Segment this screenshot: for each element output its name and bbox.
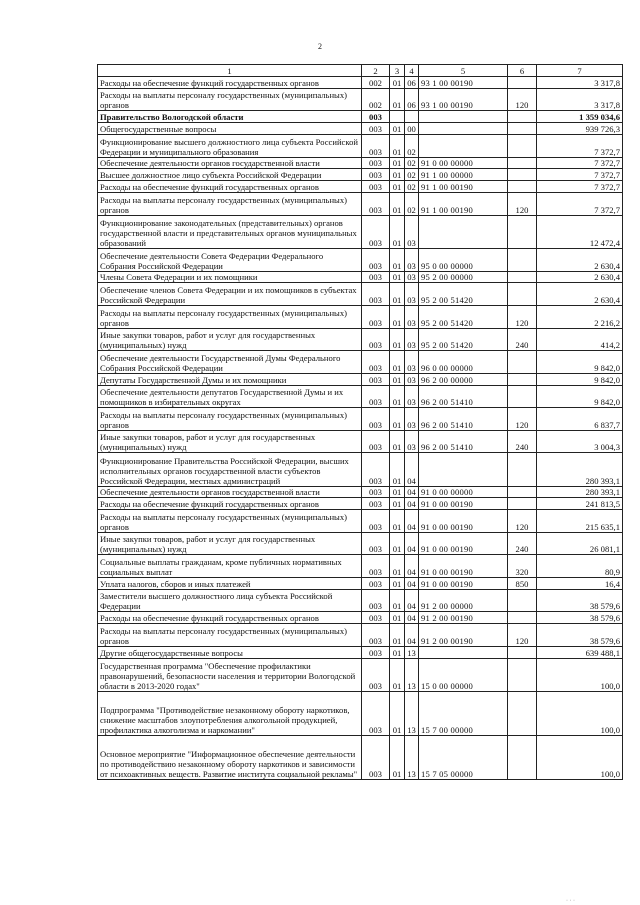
cell-ministry-code: 003 [362, 408, 390, 431]
cell-target-article: 95 2 00 00000 [419, 271, 508, 283]
cell-name: Другие общегосударственные вопросы [98, 646, 362, 658]
cell-name: Члены Совета Федерации и их помощники [98, 271, 362, 283]
cell-subsection: 04 [405, 612, 419, 624]
cell-target-article [419, 123, 508, 135]
table-row [98, 111, 623, 123]
cell-expense-type: 120 [508, 88, 537, 111]
cell-name: Иные закупки товаров, работ и услуг для государственных (муниципальных) нужд [98, 430, 362, 453]
cell-section: 01 [390, 612, 405, 624]
cell-target-article [419, 646, 508, 658]
cell-subsection: 04 [405, 498, 419, 510]
cell-section: 01 [390, 624, 405, 647]
cell-expense-type: 240 [508, 532, 537, 555]
cell-expense-type [508, 271, 537, 283]
table-row [98, 305, 623, 328]
cell-name: Обеспечение деятельности Государственной Думы Федерального Собрания Российской Федерации [98, 351, 362, 374]
table-header-row [98, 65, 623, 77]
cell-amount: 80,9 [537, 555, 623, 578]
table-row [98, 385, 623, 408]
cell-target-article: 15 0 00 00000 [419, 658, 508, 691]
cell-section: 01 [390, 283, 405, 306]
cell-subsection: 04 [405, 486, 419, 498]
cell-name: Расходы на выплаты персоналу государственных (муниципальных) органов [98, 510, 362, 533]
cell-target-article: 95 2 00 51420 [419, 283, 508, 306]
cell-expense-type: 320 [508, 555, 537, 578]
cell-ministry-code: 003 [362, 510, 390, 533]
table-row [98, 157, 623, 169]
cell-name: Расходы на выплаты персоналу государственных (муниципальных) органов [98, 624, 362, 647]
cell-amount: 1 359 034,6 [537, 111, 623, 123]
cell-amount: 16,4 [537, 578, 623, 590]
table-row [98, 88, 623, 111]
cell-ministry-code: 003 [362, 646, 390, 658]
table-row [98, 510, 623, 533]
cell-target-article: 96 2 00 51410 [419, 385, 508, 408]
cell-amount: 241 813,5 [537, 498, 623, 510]
cell-section: 01 [390, 532, 405, 555]
cell-subsection: 03 [405, 373, 419, 385]
header-col-1: 1 [98, 65, 362, 77]
table-row [98, 498, 623, 510]
cell-expense-type: 120 [508, 192, 537, 215]
cell-expense-type [508, 692, 537, 736]
cell-amount: 280 393,1 [537, 486, 623, 498]
cell-amount: 38 579,6 [537, 589, 623, 612]
table-row [98, 408, 623, 431]
table-row [98, 328, 623, 351]
header-col-2: 2 [362, 65, 390, 77]
table-row [98, 658, 623, 691]
table-row [98, 612, 623, 624]
cell-target-article: 93 1 00 00190 [419, 88, 508, 111]
cell-ministry-code: 003 [362, 658, 390, 691]
cell-expense-type [508, 373, 537, 385]
cell-section: 01 [390, 328, 405, 351]
cell-ministry-code: 003 [362, 192, 390, 215]
cell-subsection: 03 [405, 283, 419, 306]
cell-name: Депутаты Государственной Думы и их помощники [98, 373, 362, 385]
cell-target-article: 91 0 00 00190 [419, 532, 508, 555]
header-col-4: 4 [405, 65, 419, 77]
cell-amount: 2 630,4 [537, 248, 623, 271]
cell-subsection: 03 [405, 215, 419, 248]
table-row [98, 453, 623, 486]
cell-section: 01 [390, 736, 405, 780]
cell-subsection: 03 [405, 351, 419, 374]
cell-name: Высшее должностное лицо субъекта Российской Федерации [98, 169, 362, 181]
table-row [98, 77, 623, 89]
cell-section: 01 [390, 408, 405, 431]
cell-target-article: 95 2 00 51420 [419, 328, 508, 351]
cell-expense-type: 120 [508, 624, 537, 647]
cell-expense-type [508, 157, 537, 169]
cell-amount: 2 630,4 [537, 271, 623, 283]
cell-subsection: 04 [405, 453, 419, 486]
cell-section: 01 [390, 88, 405, 111]
cell-name: Функционирование Правительства Российской Федерации, высших исполнительных органов государственной власти субъектов Российской Федерации, местных администраций [98, 453, 362, 486]
cell-target-article: 91 1 00 00190 [419, 192, 508, 215]
cell-target-article: 91 0 00 00190 [419, 578, 508, 590]
cell-expense-type [508, 385, 537, 408]
cell-amount: 9 842,0 [537, 373, 623, 385]
cell-amount: 9 842,0 [537, 351, 623, 374]
cell-amount: 215 635,1 [537, 510, 623, 533]
cell-target-article [419, 453, 508, 486]
cell-target-article: 96 0 00 00000 [419, 351, 508, 374]
cell-section: 01 [390, 181, 405, 193]
cell-section: 01 [390, 589, 405, 612]
cell-subsection: 13 [405, 646, 419, 658]
cell-expense-type [508, 646, 537, 658]
table-row [98, 181, 623, 193]
cell-name: Подпрограмма "Противодействие незаконному обороту наркотиков, снижение масштабов злоупотребления алкогольной продукцией, профилактика алкоголизма и наркомании" [98, 692, 362, 736]
cell-ministry-code: 003 [362, 328, 390, 351]
cell-subsection: 13 [405, 692, 419, 736]
cell-expense-type [508, 123, 537, 135]
cell-section: 01 [390, 157, 405, 169]
table-row [98, 589, 623, 612]
cell-expense-type: 120 [508, 408, 537, 431]
cell-amount: 38 579,6 [537, 624, 623, 647]
cell-target-article: 91 2 00 00000 [419, 589, 508, 612]
table-row [98, 271, 623, 283]
table-row [98, 736, 623, 780]
cell-target-article: 93 1 00 00190 [419, 77, 508, 89]
cell-section [390, 111, 405, 123]
cell-ministry-code: 003 [362, 498, 390, 510]
cell-name: Расходы на обеспечение функций государственных органов [98, 498, 362, 510]
cell-target-article: 91 1 00 00000 [419, 169, 508, 181]
cell-target-article: 15 7 00 00000 [419, 692, 508, 736]
cell-target-article: 95 2 00 51420 [419, 305, 508, 328]
table-row [98, 486, 623, 498]
cell-ministry-code: 003 [362, 692, 390, 736]
header-col-5: 5 [419, 65, 508, 77]
cell-subsection: 06 [405, 77, 419, 89]
cell-ministry-code: 003 [362, 624, 390, 647]
table-row [98, 283, 623, 306]
cell-name: Иные закупки товаров, работ и услуг для государственных (муниципальных) нужд [98, 328, 362, 351]
cell-name: Функционирование высшего должностного лица субъекта Российской Федерации и муниципального образования [98, 134, 362, 157]
cell-name: Расходы на выплаты персоналу государственных (муниципальных) органов [98, 305, 362, 328]
cell-ministry-code: 002 [362, 88, 390, 111]
table-row [98, 169, 623, 181]
cell-ministry-code: 003 [362, 453, 390, 486]
cell-name: Иные закупки товаров, работ и услуг для государственных (муниципальных) нужд [98, 532, 362, 555]
cell-name: Расходы на обеспечение функций государственных органов [98, 181, 362, 193]
cell-amount: 3 004,3 [537, 430, 623, 453]
cell-ministry-code: 002 [362, 77, 390, 89]
cell-expense-type: 240 [508, 328, 537, 351]
cell-subsection: 04 [405, 578, 419, 590]
cell-ministry-code: 003 [362, 157, 390, 169]
cell-expense-type [508, 134, 537, 157]
cell-target-article: 91 0 00 00000 [419, 157, 508, 169]
page-number: 2 [318, 42, 322, 51]
cell-target-article: 91 0 00 00190 [419, 510, 508, 533]
cell-expense-type [508, 181, 537, 193]
cell-section: 01 [390, 486, 405, 498]
cell-ministry-code: 003 [362, 123, 390, 135]
cell-name: Расходы на обеспечение функций государственных органов [98, 77, 362, 89]
cell-section: 01 [390, 498, 405, 510]
cell-section: 01 [390, 555, 405, 578]
header-col-7: 7 [537, 65, 623, 77]
scan-mark: · · · [566, 898, 575, 904]
cell-amount: 26 081,1 [537, 532, 623, 555]
cell-ministry-code: 003 [362, 589, 390, 612]
cell-expense-type: 240 [508, 430, 537, 453]
cell-section: 01 [390, 169, 405, 181]
cell-expense-type: 120 [508, 510, 537, 533]
cell-subsection: 06 [405, 88, 419, 111]
cell-amount: 7 372,7 [537, 134, 623, 157]
cell-expense-type [508, 736, 537, 780]
cell-ministry-code: 003 [362, 555, 390, 578]
table-row [98, 555, 623, 578]
cell-subsection: 03 [405, 305, 419, 328]
cell-target-article: 96 2 00 51410 [419, 430, 508, 453]
cell-ministry-code: 003 [362, 351, 390, 374]
cell-section: 01 [390, 134, 405, 157]
cell-name: Функционирование законодательных (представительных) органов государственной власти и представительных органов муниципальных образований [98, 215, 362, 248]
cell-section: 01 [390, 305, 405, 328]
cell-expense-type [508, 111, 537, 123]
budget-table [97, 64, 623, 780]
header-col-6: 6 [508, 65, 537, 77]
cell-name: Обеспечение членов Совета Федерации и их помощников в субъектах Российской Федерации [98, 283, 362, 306]
table-row [98, 192, 623, 215]
cell-subsection: 04 [405, 555, 419, 578]
cell-target-article: 91 0 00 00190 [419, 498, 508, 510]
cell-target-article: 91 2 00 00190 [419, 612, 508, 624]
cell-section: 01 [390, 192, 405, 215]
cell-name: Расходы на выплаты персоналу государственных (муниципальных) органов [98, 408, 362, 431]
cell-subsection: 02 [405, 157, 419, 169]
cell-subsection: 04 [405, 510, 419, 533]
cell-name: Уплата налогов, сборов и иных платежей [98, 578, 362, 590]
cell-subsection: 02 [405, 169, 419, 181]
cell-subsection: 02 [405, 181, 419, 193]
cell-ministry-code: 003 [362, 111, 390, 123]
table-row [98, 373, 623, 385]
cell-target-article [419, 111, 508, 123]
cell-subsection: 03 [405, 385, 419, 408]
cell-section: 01 [390, 646, 405, 658]
cell-amount: 3 317,8 [537, 88, 623, 111]
cell-amount: 6 837,7 [537, 408, 623, 431]
cell-name: Расходы на обеспечение функций государственных органов [98, 612, 362, 624]
cell-target-article: 96 2 00 00000 [419, 373, 508, 385]
cell-target-article: 91 1 00 00190 [419, 181, 508, 193]
cell-ministry-code: 003 [362, 736, 390, 780]
cell-name: Правительство Вологодской области [98, 111, 362, 123]
cell-section: 01 [390, 658, 405, 691]
cell-amount: 100,0 [537, 736, 623, 780]
cell-expense-type [508, 351, 537, 374]
table-row [98, 532, 623, 555]
cell-section: 01 [390, 215, 405, 248]
cell-subsection: 02 [405, 134, 419, 157]
cell-subsection: 03 [405, 271, 419, 283]
cell-ministry-code: 003 [362, 305, 390, 328]
cell-ministry-code: 003 [362, 532, 390, 555]
table-row [98, 692, 623, 736]
cell-subsection: 03 [405, 430, 419, 453]
cell-amount: 639 488,1 [537, 646, 623, 658]
cell-name: Обеспечение деятельности органов государственной власти [98, 486, 362, 498]
table-row [98, 248, 623, 271]
cell-ministry-code: 003 [362, 486, 390, 498]
cell-name: Заместители высшего должностного лица субъекта Российской Федерации [98, 589, 362, 612]
header-col-3: 3 [390, 65, 405, 77]
cell-amount: 7 372,7 [537, 181, 623, 193]
cell-section: 01 [390, 373, 405, 385]
cell-target-article: 96 2 00 51410 [419, 408, 508, 431]
cell-ministry-code: 003 [362, 612, 390, 624]
cell-subsection [405, 111, 419, 123]
cell-subsection: 00 [405, 123, 419, 135]
cell-section: 01 [390, 77, 405, 89]
cell-section: 01 [390, 430, 405, 453]
table-row [98, 646, 623, 658]
cell-expense-type [508, 612, 537, 624]
cell-section: 01 [390, 248, 405, 271]
cell-amount: 7 372,7 [537, 169, 623, 181]
cell-expense-type: 120 [508, 305, 537, 328]
cell-amount: 12 472,4 [537, 215, 623, 248]
cell-target-article [419, 215, 508, 248]
cell-section: 01 [390, 271, 405, 283]
cell-name: Расходы на выплаты персоналу государственных (муниципальных) органов [98, 88, 362, 111]
cell-subsection: 03 [405, 248, 419, 271]
cell-target-article: 91 0 00 00190 [419, 555, 508, 578]
cell-expense-type [508, 283, 537, 306]
cell-expense-type [508, 453, 537, 486]
cell-name: Обеспечение деятельности Совета Федерации Федерального Собрания Российской Федерации [98, 248, 362, 271]
table-row [98, 624, 623, 647]
cell-section: 01 [390, 510, 405, 533]
cell-amount: 38 579,6 [537, 612, 623, 624]
cell-amount: 100,0 [537, 658, 623, 691]
cell-ministry-code: 003 [362, 169, 390, 181]
cell-ministry-code: 003 [362, 283, 390, 306]
cell-section: 01 [390, 351, 405, 374]
table-row [98, 123, 623, 135]
cell-amount: 414,2 [537, 328, 623, 351]
cell-amount: 100,0 [537, 692, 623, 736]
table-row [98, 351, 623, 374]
cell-target-article [419, 134, 508, 157]
cell-ministry-code: 003 [362, 181, 390, 193]
cell-ministry-code: 003 [362, 215, 390, 248]
cell-expense-type [508, 486, 537, 498]
table-row [98, 215, 623, 248]
cell-ministry-code: 003 [362, 271, 390, 283]
cell-name: Обеспечение деятельности депутатов Государственной Думы и их помощников в избирательных округах [98, 385, 362, 408]
cell-amount: 280 393,1 [537, 453, 623, 486]
cell-name: Государственная программа "Обеспечение профилактики правонарушений, безопасности населения и территории Вологодской области в 2013-2020 годах" [98, 658, 362, 691]
cell-ministry-code: 003 [362, 134, 390, 157]
cell-subsection: 04 [405, 532, 419, 555]
cell-name: Обеспечение деятельности органов государственной власти [98, 157, 362, 169]
cell-expense-type [508, 589, 537, 612]
cell-expense-type [508, 215, 537, 248]
cell-subsection: 02 [405, 192, 419, 215]
cell-expense-type [508, 248, 537, 271]
cell-section: 01 [390, 578, 405, 590]
cell-name: Общегосударственные вопросы [98, 123, 362, 135]
cell-amount: 3 317,8 [537, 77, 623, 89]
cell-section: 01 [390, 692, 405, 736]
cell-ministry-code: 003 [362, 385, 390, 408]
cell-amount: 2 216,2 [537, 305, 623, 328]
cell-amount: 7 372,7 [537, 192, 623, 215]
table-row [98, 134, 623, 157]
table-row [98, 430, 623, 453]
table-body [98, 77, 623, 780]
cell-subsection: 04 [405, 589, 419, 612]
cell-subsection: 13 [405, 658, 419, 691]
cell-section: 01 [390, 123, 405, 135]
cell-amount: 2 630,4 [537, 283, 623, 306]
cell-subsection: 04 [405, 624, 419, 647]
cell-name: Социальные выплаты гражданам, кроме публичных нормативных социальных выплат [98, 555, 362, 578]
cell-subsection: 03 [405, 328, 419, 351]
cell-subsection: 03 [405, 408, 419, 431]
cell-subsection: 13 [405, 736, 419, 780]
cell-expense-type [508, 498, 537, 510]
cell-section: 01 [390, 385, 405, 408]
cell-target-article: 91 0 00 00000 [419, 486, 508, 498]
cell-target-article: 15 7 05 00000 [419, 736, 508, 780]
cell-target-article: 91 2 00 00190 [419, 624, 508, 647]
cell-expense-type [508, 658, 537, 691]
cell-expense-type [508, 169, 537, 181]
cell-name: Расходы на выплаты персоналу государственных (муниципальных) органов [98, 192, 362, 215]
table-row [98, 578, 623, 590]
cell-expense-type: 850 [508, 578, 537, 590]
cell-ministry-code: 003 [362, 248, 390, 271]
cell-expense-type [508, 77, 537, 89]
cell-ministry-code: 003 [362, 373, 390, 385]
cell-amount: 7 372,7 [537, 157, 623, 169]
cell-ministry-code: 003 [362, 578, 390, 590]
cell-target-article: 95 0 00 00000 [419, 248, 508, 271]
cell-ministry-code: 003 [362, 430, 390, 453]
cell-amount: 9 842,0 [537, 385, 623, 408]
cell-section: 01 [390, 453, 405, 486]
cell-amount: 939 726,3 [537, 123, 623, 135]
cell-name: Основное мероприятие "Информационное обеспечение деятельности по противодействию незаконному обороту наркотиков и зависимости от психоактивных веществ. Развитие института социальной рекламы" [98, 736, 362, 780]
